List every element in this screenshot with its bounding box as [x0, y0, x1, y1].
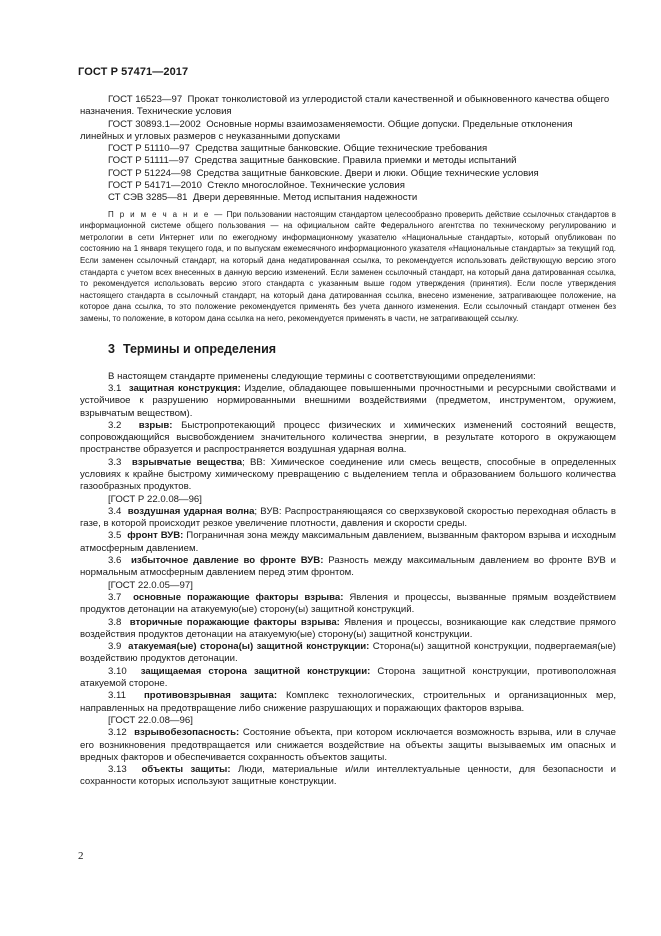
reference-item	[80, 143, 616, 155]
section-title: Термины и определения	[122, 341, 277, 356]
term-entry	[80, 641, 616, 666]
reference-title: Основные нормы взаимозаменяемости. Общие допуски. Предельные отклонения линейных и угловых размеров с неуказанными допусками	[80, 118, 573, 142]
term-entry	[80, 666, 616, 691]
term-number: 3.11	[108, 690, 126, 702]
reference-item	[80, 180, 616, 192]
term-entry	[80, 764, 616, 789]
term-name: защитная конструкция:	[128, 382, 241, 394]
term-entry	[80, 592, 616, 617]
term-definition: ; ВВ: Химическое соединение или смесь веществ, способные в определенных условиях к крайне быстрому химическому превращению с выделением тепла и образованием большого количества газообразных продуктов.	[80, 456, 616, 493]
term-name: избыточное давление во фронте ВУВ:	[131, 555, 324, 567]
term-definition: ; ВУВ: Распространяющаяся со сверхзвуковой скоростью переходная область в газе, в которой происходит резкое увеличение плотности, давления и скорости среды.	[80, 505, 616, 530]
term-number: 3.9	[108, 641, 122, 653]
term-entry	[80, 690, 616, 715]
reference-item	[80, 155, 616, 167]
reference-title: Средства защитные банковские. Общие технические требования	[195, 143, 488, 155]
reference-title: Стекло многослойное. Технические условия	[207, 180, 405, 192]
note-label: П р и м е ч а н и е —	[108, 209, 224, 219]
term-definition: Сторона(ы) защитной конструкции, подвергаемая(ые) воздействию продуктов детонации.	[80, 641, 616, 665]
reference-item	[80, 168, 616, 180]
term-name: воздушная ударная волна	[127, 505, 255, 517]
term-name: основные поражающие факторы взрыва:	[133, 591, 344, 603]
term-definition: Пограничная зона между максимальным давлением, вызванным фактором взрыва и исходным атмосферным давлением.	[80, 530, 616, 554]
term-entry	[80, 506, 616, 531]
term-source: [ГОСТ 22.0.05—97]	[108, 579, 193, 591]
term-name: противовзрывная защита:	[143, 690, 278, 702]
term-number: 3.6	[108, 555, 122, 567]
reference-list	[80, 94, 616, 205]
term-source: [ГОСТ 22.0.08—96]	[108, 714, 193, 726]
reference-code: ГОСТ 30893.1—2002	[108, 118, 201, 130]
reference-title: Средства защитные банковские. Правила приемки и методы испытаний	[194, 155, 517, 167]
term-entry	[80, 420, 616, 457]
reference-code: ГОСТ Р 51110—97	[108, 143, 190, 155]
term-number: 3.4	[108, 505, 122, 517]
reference-code: ГОСТ Р 51111—97	[108, 155, 190, 167]
note-paragraph	[80, 209, 616, 325]
term-entry	[80, 457, 616, 494]
term-number: 3.8	[108, 616, 122, 628]
term-source: [ГОСТ Р 22.0.08—96]	[108, 493, 202, 505]
reference-title: Средства защитные банковские. Двери и люки. Общие технические условия	[196, 167, 539, 179]
term-name: объекты защиты:	[141, 764, 231, 776]
reference-code: ГОСТ Р 54171—2010	[108, 180, 202, 192]
term-definition: Изделие, обладающее повышенными прочностными и ресурсными свойствами и устойчивое к разрушению нормированными внешними воздействиями (предметом, инструментом, оружием, взрывчатым веществом).	[80, 382, 617, 419]
term-number: 3.2	[108, 419, 122, 431]
term-definition: Люди, материальные и/или интеллектуальные ценности, для безопасности и сохранности которых используют защитные конструкции.	[80, 764, 616, 788]
reference-code: СТ СЭВ 3285—81	[108, 192, 188, 204]
term-name: защищаемая сторона защитной конструкции:	[140, 665, 371, 677]
term-name: взрывчатые вещества	[131, 456, 243, 468]
reference-title: Двери деревянные. Метод испытания надежности	[192, 192, 418, 204]
page-body	[80, 94, 616, 789]
page-number: 2	[78, 850, 84, 862]
note-text: При пользовании настоящим стандартом целесообразно проверить действие ссылочных стандартов в информационной системе общего пользования — на официальном сайте Федерального агентства по техническому регулированию и метрологии в сети Интернет или по ежегодному информационному указателю «Национальные стандарты», который опубликован по состоянию на 1 января текущего года, и по выпускам ежемесячного информационного указателя «Национальные стандарты» за текущий год. Если заменен ссылочный стандарт, на который дана недатированная ссылка, то рекомендуется использовать действующую версию этого стандарта с учетом всех внесенных в данную версию изменений. Если заменен ссылочный стандарт, на который дана датированная ссылка, то рекомендуется использовать версию этого стандарта с указанным выше годом утверждения (принятия). Если после утверждения настоящего стандарта в ссылочный стандарт, на который дана датированная ссылка, внесено изменение, затрагивающее положение, на которое дана ссылка, то это положение рекомендуется применять без учета данного изменения. Если ссылочный стандарт отменен без замены, то положение, в котором дана ссылка на него, рекомендуется применять в части, не затрагивающей ссылку.	[80, 209, 616, 324]
term-name: атакуемая(ые) сторона(ы) защитной конструкции:	[128, 641, 370, 653]
term-name: вторичные поражающие факторы взрыва:	[129, 616, 340, 628]
term-name: взрывобезопасность:	[134, 727, 240, 739]
term-entry	[80, 617, 616, 642]
term-number: 3.1	[108, 382, 122, 394]
term-entry	[80, 555, 616, 580]
document-header: ГОСТ Р 57471—2017	[78, 66, 189, 78]
term-definition: Сторона защитной конструкции, противоположная атакуемой стороне.	[80, 665, 617, 690]
section-intro: В настоящем стандарте применены следующие термины с соответствующими определениями:	[108, 370, 536, 382]
term-name: взрыв:	[138, 419, 173, 431]
reference-code: ГОСТ 16523—97	[108, 94, 183, 105]
term-definition: Состояние объекта, при котором исключается возможность взрыва, или в случае его возникновения предотвращается или снижается воздействие на объекты защиты вызываемых им опасных и вредных факторов и обеспечивается сохранность объектов защиты.	[80, 727, 616, 763]
term-entry	[80, 727, 616, 764]
term-name: фронт ВУВ:	[127, 530, 184, 542]
section-number: 3	[108, 341, 115, 356]
term-number: 3.12	[108, 727, 127, 739]
term-number: 3.13	[108, 764, 127, 776]
term-number: 3.5	[108, 530, 122, 542]
term-number: 3.3	[108, 456, 122, 468]
term-definition: Разность между максимальным давлением во фронте ВУВ и нормальным атмосферным давлением перед этим фронтом.	[80, 555, 617, 579]
term-definition: Быстропротекающий процесс физических и химических изменений состояний веществ, сопровождающийся высвобождением значительного количества энергии, в результате которого в окружающем пространстве образуется и распространяется воздушная ударная волна.	[80, 419, 616, 456]
term-definition: Явления и процессы, возникающие как следствие прямого воздействия продуктов детонации на атакуемую(ые) сторону(ы) защитной конструкции.	[80, 616, 616, 640]
reference-title: Прокат тонколистовой из углеродистой стали качественной и обыкновенного качества общего назначения. Технические условия	[80, 94, 610, 118]
term-definition: Комплекс технологических, строительных и организационных мер, направленных на предотвращение либо снижение разрушающих и поражающих факторов взрыва.	[80, 690, 616, 714]
section-heading	[80, 341, 616, 357]
term-entry	[80, 530, 616, 555]
reference-item	[80, 119, 616, 144]
term-number: 3.10	[108, 665, 127, 677]
term-definition: Явления и процессы, вызванные прямым воздействием продуктов детонации на атакуемую(ые) сторону(ы) защитной конструкций.	[80, 591, 617, 616]
reference-code: ГОСТ Р 51224—98	[108, 167, 192, 179]
term-number: 3.7	[108, 591, 122, 603]
term-entry	[80, 383, 616, 420]
reference-item	[80, 94, 616, 119]
reference-item	[80, 192, 616, 204]
